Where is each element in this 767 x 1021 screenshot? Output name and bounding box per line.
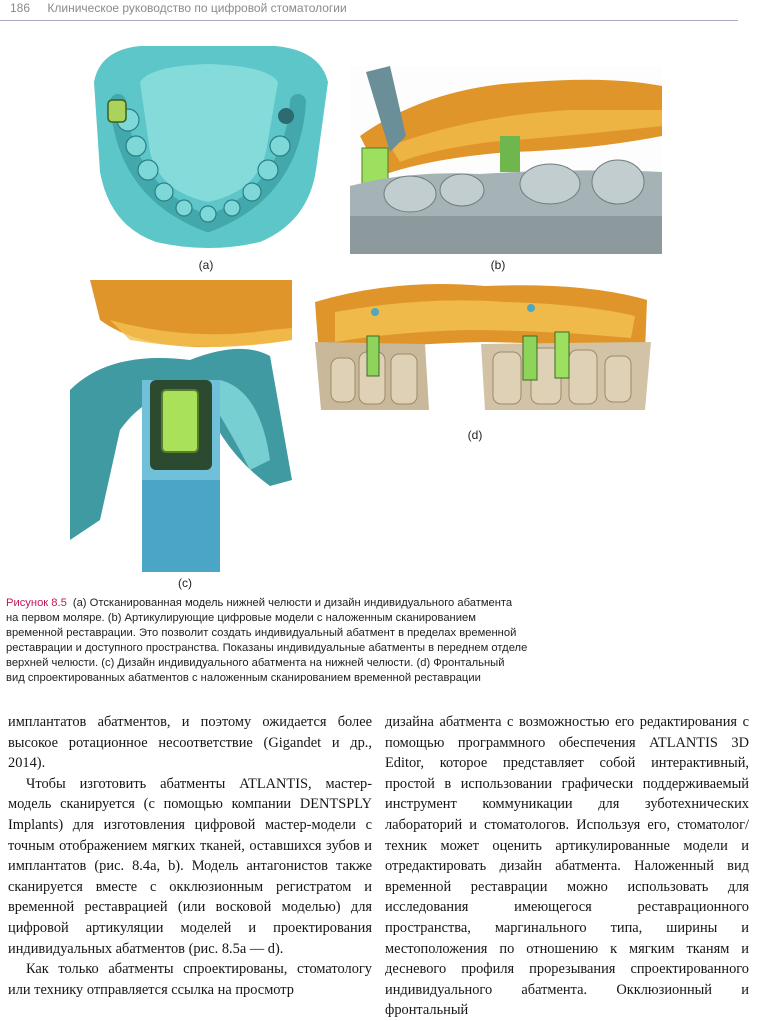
body-paragraph: имплантатов абатментов, и поэтому ожидается более высокое ротационное несоответствие (Gigandet и др., 2014).: [8, 714, 372, 772]
running-head: [10, 0, 750, 22]
figure-number: Рисунок 8.5: [6, 597, 67, 609]
mandible-model-image: [80, 42, 335, 250]
page-number: 186: [10, 1, 31, 15]
figure-panel-a: [80, 42, 335, 250]
figure-caption: [6, 596, 696, 686]
body-column-right: [385, 712, 749, 1021]
figure-panel-c: [70, 280, 292, 572]
running-title: Клиническое руководство по цифровой стоматологии: [47, 1, 347, 15]
header-rule: [0, 20, 738, 21]
mandibular-abutment-image: [70, 280, 292, 572]
caption-line-3: временной реставрации. Это позволит создать индивидуальный абатмент в пределах временной: [6, 627, 517, 639]
caption-line-4: реставрации и доступного пространства. Показаны индивидуальные абатменты в переднем отделе: [6, 642, 528, 654]
panel-label-b: (b): [490, 258, 506, 272]
body-paragraph: Как только абатменты спроектированы, стоматологу или технику отправляется ссылка на просмотр: [8, 961, 372, 998]
articulated-models-image: [350, 66, 662, 254]
caption-line-1: Рисунок 8.5 (a) Отсканированная модель нижней челюсти и дизайн индивидуального абатмента: [6, 597, 513, 609]
figure-panel-d: [305, 282, 657, 410]
caption-line-6: вид спроектированных абатментов с наложенным сканированием временной реставрации: [6, 672, 481, 684]
frontal-abutments-image: [305, 282, 657, 410]
panel-label-a: (a): [198, 258, 214, 272]
caption-line-5: верхней челюсти. (c) Дизайн индивидуального абатмента на нижней челюсти. (d) Фронтальный: [6, 657, 505, 669]
abutment-marker: [108, 100, 126, 122]
panel-label-d: (d): [467, 428, 483, 442]
body-paragraph: дизайна абатмента с возможностью его редактирования с помощью программного обеспечения ATLANTIS 3D Editor, которое представляет собой интерактивный, простой в использовании графически поддерживаемый инструмент коммуникации для зуботехнических лабораторий и стоматологов. Используя его, стоматолог/техник может оценить артикулированные модели и отредактировать дизайн абатмента. Наложенный вид временной реставрации можно использовать для исследования имеющегося реставрационного пространства, маргинального типа, ширины и местоположения по отношению к мягким тканям и десневого профиля прорезывания спроектированного индивидуального абатмента. Окклюзионный и фронтальный: [385, 714, 749, 1019]
body-paragraph: Чтобы изготовить абатменты ATLANTIS, мастер-модель сканируется (с помощью компании DENTSPLY Implants) для изготовления цифровой мастер-модели с точным отображением мягких тканей, оставшихся зубов и имплантатов (рис. 8.4a, b). Модель антагонистов также сканируется вместе с окклюзионным регистратом и временной реставрацией (или восковой моделью) для цифровой артикуляции моделей и проектирования индивидуальных абатментов (рис. 8.5a — d).: [8, 775, 372, 957]
figure-panel-b: [350, 66, 662, 254]
body-column-left: [8, 712, 372, 1000]
caption-line-2: на первом моляре. (b) Артикулирующие цифровые модели с наложенным сканированием: [6, 612, 476, 624]
panel-label-c: (c): [178, 576, 192, 590]
